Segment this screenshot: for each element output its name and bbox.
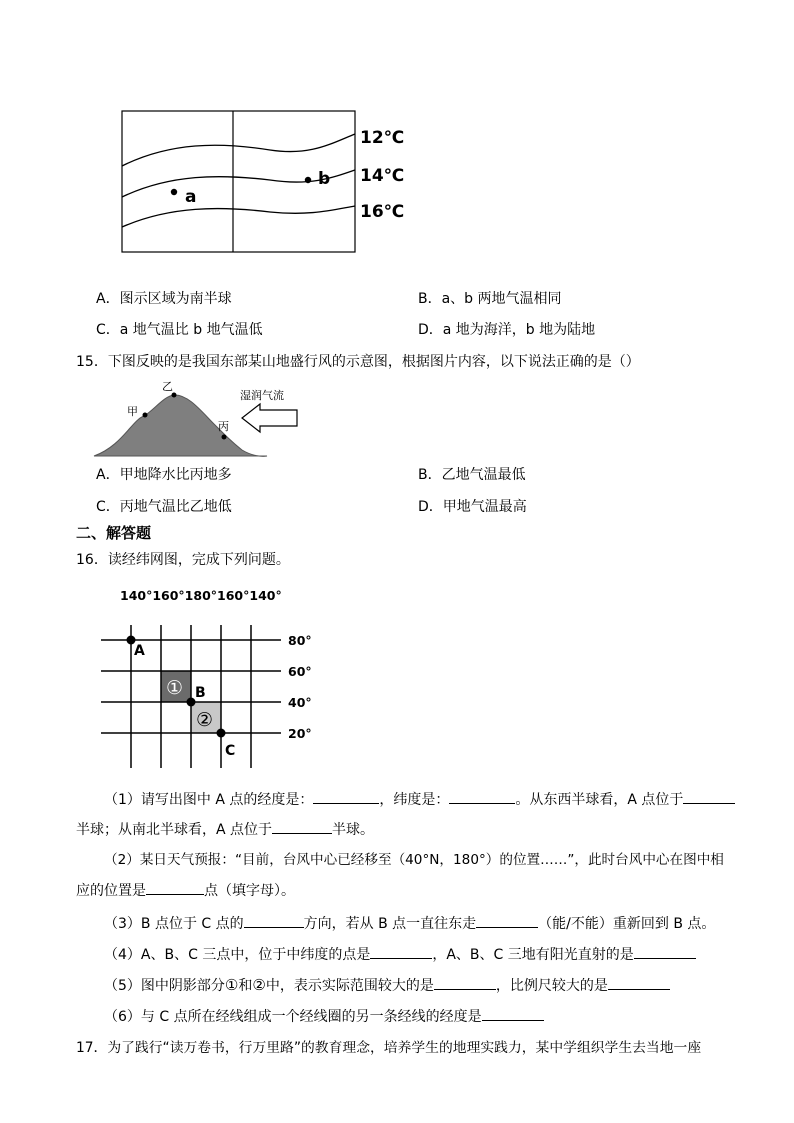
q14-option-c: C．a 地气温比 b 地气温低 (96, 322, 263, 338)
wind-label: 湿润气流 (240, 389, 284, 402)
q16-stem: 16．读经纬网图，完成下列问题。 (76, 552, 290, 568)
answer-blank[interactable] (634, 944, 696, 959)
answer-blank[interactable] (608, 975, 670, 990)
lat-label-60: 60° (288, 664, 312, 679)
point-a-label: A (134, 643, 145, 659)
answer-blank[interactable] (683, 789, 735, 804)
q16-part4: （4）A、B、C 三点中，位于中纬度的点是 ，A、B、C 三地有阳光直射的是 (104, 944, 696, 965)
graticule-grid (98, 585, 328, 775)
q15-option-b: B．乙地气温最低 (418, 467, 526, 483)
q16-part2-line2: 应的位置是 点（填字母）。 (76, 880, 295, 901)
isotherm-label-16: 16℃ (360, 202, 405, 222)
answer-blank[interactable] (449, 789, 515, 804)
q14-option-b: B．a、b 两地气温相同 (418, 291, 562, 307)
point-c-label: C (225, 743, 236, 759)
mountain-wind-figure (92, 378, 307, 460)
answer-blank[interactable] (370, 944, 432, 959)
q16-part5: （5）图中阴影部分①和②中，表示实际范围较大的是 ，比例尺较大的是 (104, 975, 670, 996)
isotherm-16 (122, 206, 355, 227)
point-jia-label: 甲 (127, 405, 138, 418)
q15-option-a: A．甲地降水比丙地多 (96, 467, 232, 483)
point-jia-dot (143, 413, 148, 418)
longitude-labels: 140°160°180°160°140° (120, 588, 282, 603)
answer-blank[interactable] (476, 913, 538, 928)
point-b-label: b (318, 169, 331, 189)
q17-stem: 17．为了践行“读万卷书，行万里路”的教育理念，培养学生的地理实践力，某中学组织学生去当地一座 (76, 1040, 702, 1056)
answer-blank[interactable] (482, 1006, 544, 1021)
q15-stem: 15．下图反映的是我国东部某山地盛行风的示意图，根据图片内容，以下说法正确的是（） (76, 354, 640, 370)
isotherm-label-14: 14℃ (360, 166, 405, 186)
q16-part2-line1: （2）某日天气预报：“目前，台风中心已经移至（40°N，180°）的位置……”，此时台风中心在图中相 (104, 852, 724, 868)
point-b-label: B (195, 685, 206, 701)
q14-option-a: A．图示区域为南半球 (96, 291, 232, 307)
answer-blank[interactable] (434, 975, 496, 990)
point-c-dot (217, 729, 226, 738)
point-a-dot (171, 189, 177, 195)
isotherm-map (110, 100, 420, 265)
point-bing-label: 丙 (218, 420, 229, 433)
wind-arrow-icon (242, 404, 297, 432)
answer-blank[interactable] (313, 789, 379, 804)
point-a-label: a (185, 187, 197, 207)
lat-label-40: 40° (288, 695, 312, 710)
lat-label-20: 20° (288, 726, 312, 741)
q16-part3: （3）B 点位于 C 点的 方向，若从 B 点一直往东走 （能/不能）重新回到 B 点。 (104, 913, 715, 934)
answer-blank[interactable] (146, 880, 204, 895)
point-b-dot (305, 177, 311, 183)
q16-part6: （6）与 C 点所在经线组成一个经线圈的另一条经线的经度是 (104, 1006, 544, 1027)
section-title: 二、解答题 (76, 524, 152, 542)
shade-2-label: ② (196, 709, 214, 731)
point-yi-dot (172, 393, 177, 398)
q15-option-c: C．丙地气温比乙地低 (96, 499, 232, 515)
q14-option-d: D．a 地为海洋，b 地为陆地 (418, 322, 596, 338)
lat-label-80: 80° (288, 633, 312, 648)
isotherm-label-12: 12℃ (360, 128, 405, 148)
shade-1-label: ① (166, 677, 184, 699)
point-bing-dot (222, 435, 227, 440)
q16-part1-line2: 半球；从南北半球看，A 点位于 半球。 (76, 819, 374, 840)
q16-part1-line1: （1）请写出图中 A 点的经度是： ，纬度是： 。从东西半球看，A 点位于 (104, 789, 735, 810)
answer-blank[interactable] (244, 913, 304, 928)
isotherm-12 (122, 134, 355, 166)
q15-option-d: D．甲地气温最高 (418, 499, 527, 515)
answer-blank[interactable] (272, 819, 332, 834)
point-yi-label: 乙 (162, 380, 173, 393)
mountain-shape (94, 395, 267, 456)
